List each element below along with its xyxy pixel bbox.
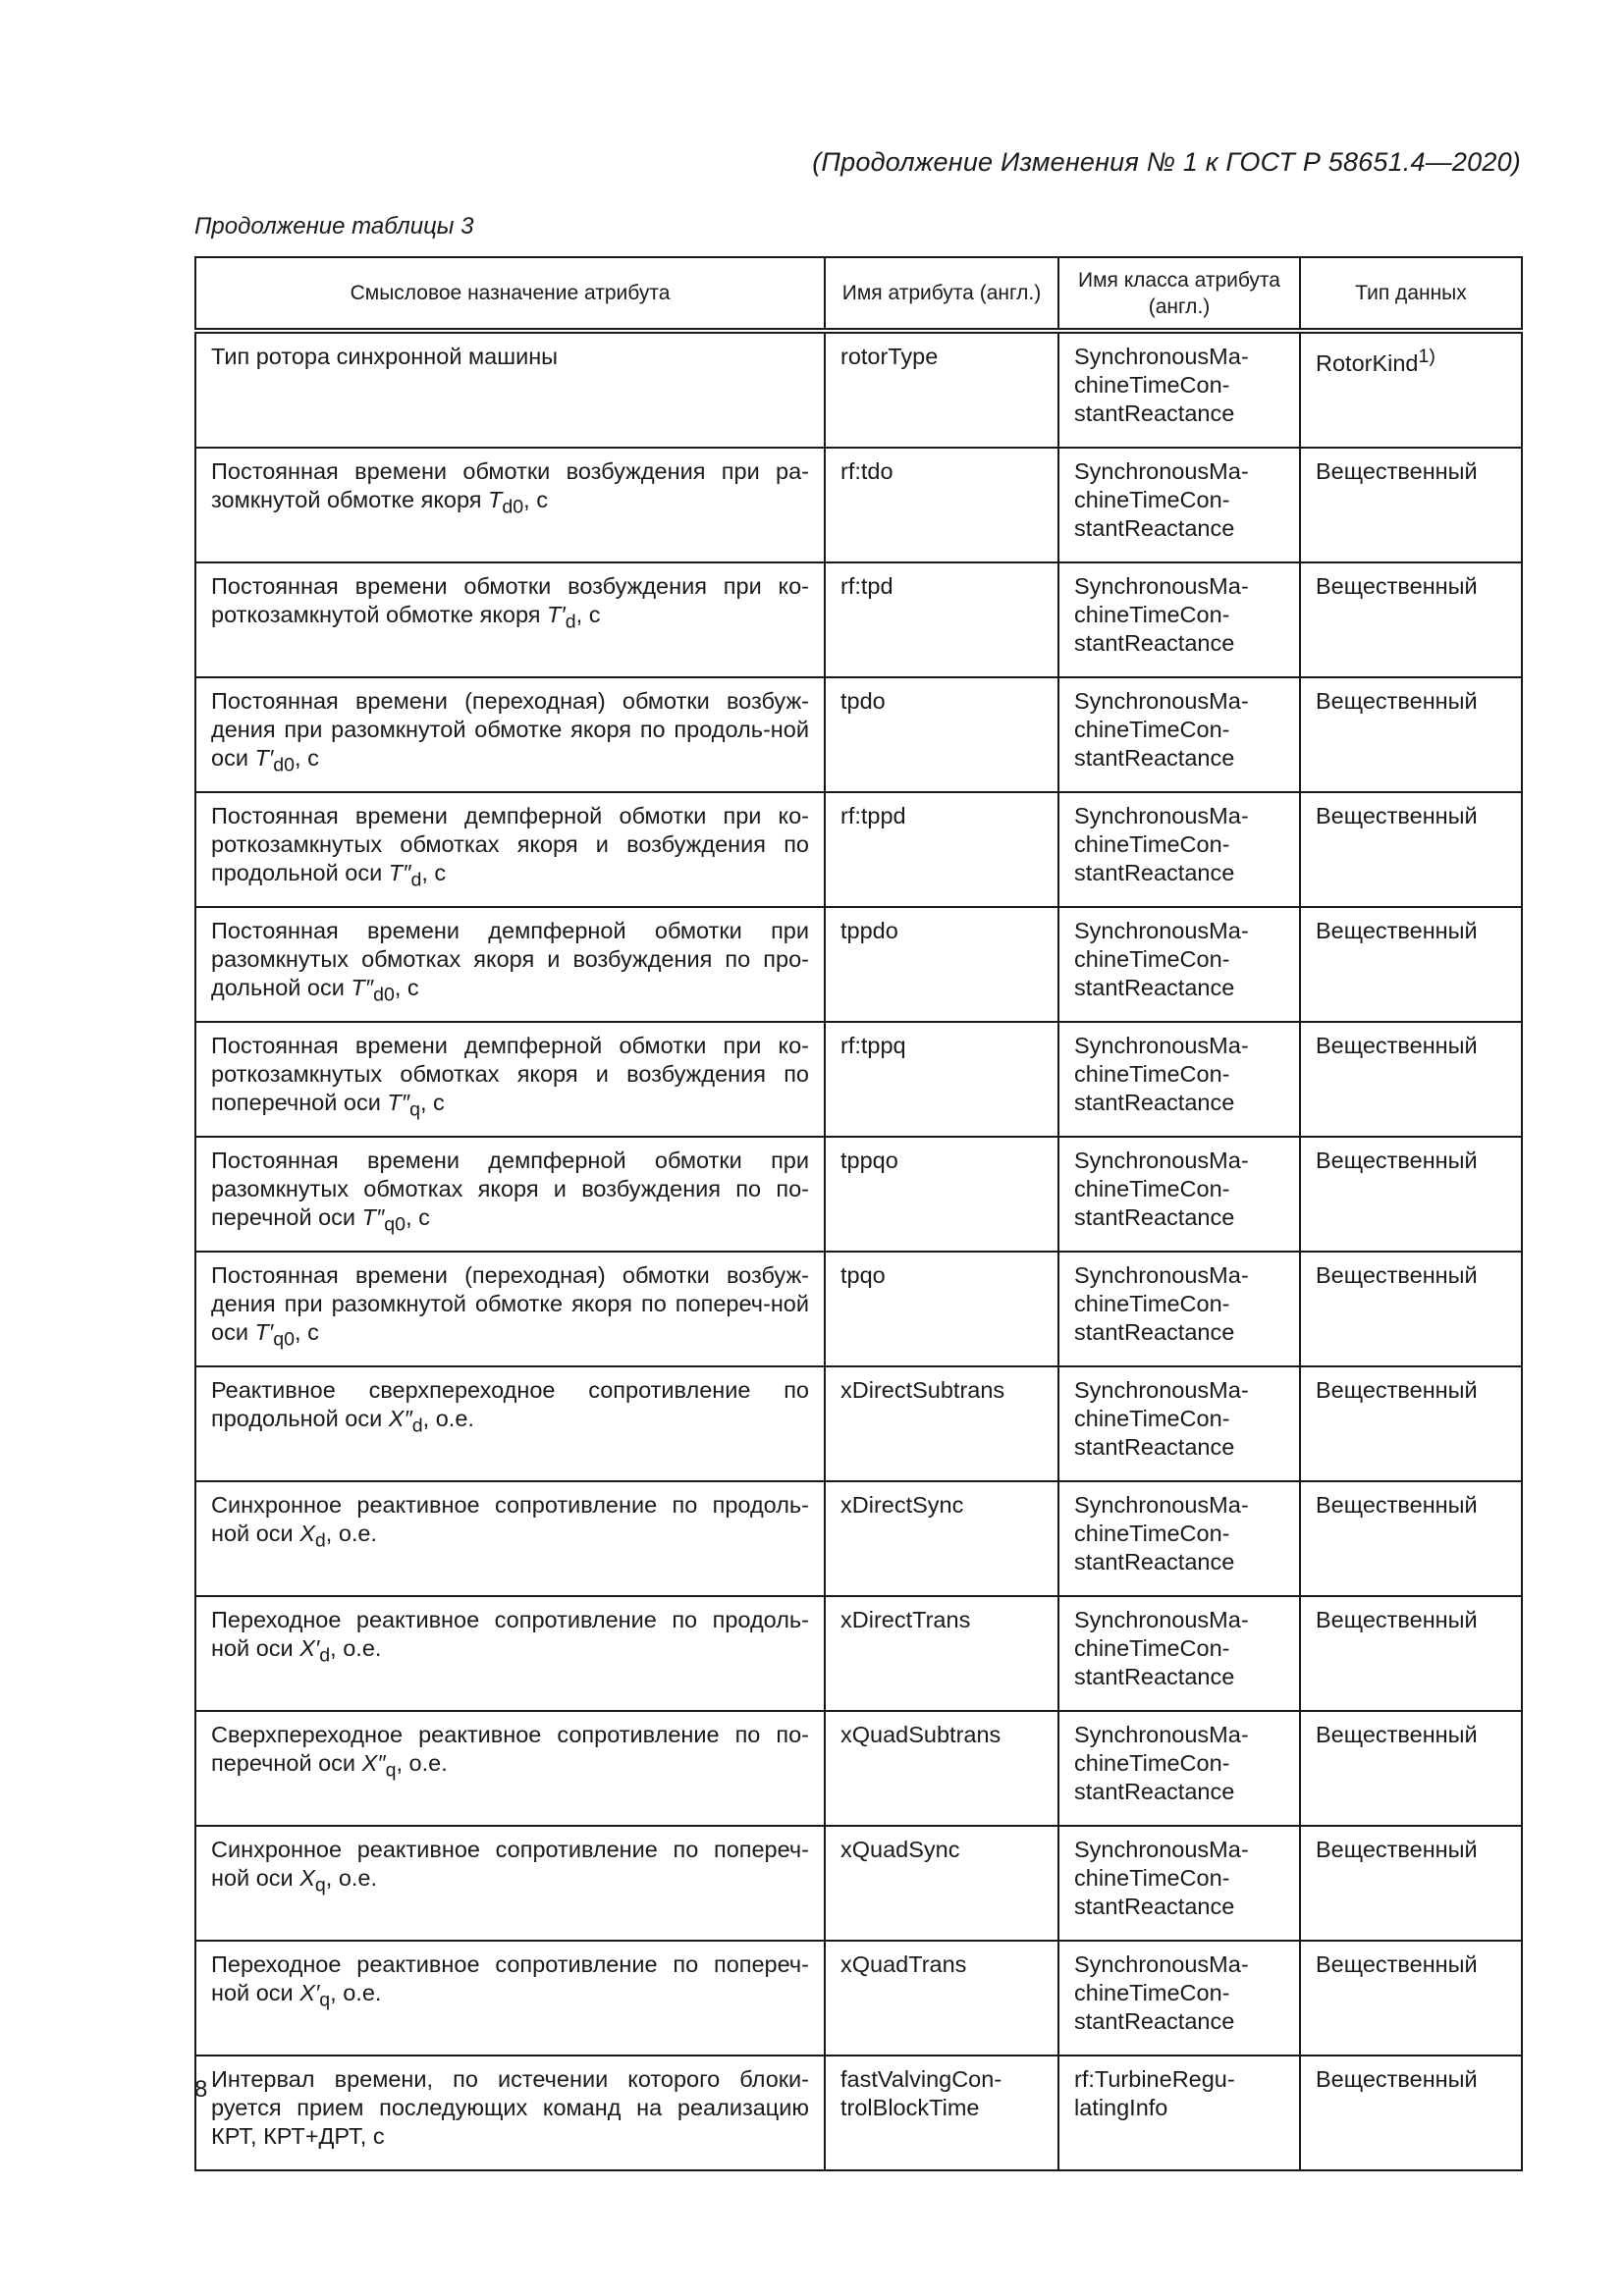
cell-description — [195, 907, 825, 1022]
cell-description — [195, 331, 825, 448]
cell-data-type — [1300, 2056, 1522, 2170]
cell-attribute-name: rf:tpd — [825, 562, 1058, 677]
symbol-subscript: q0 — [384, 1213, 406, 1236]
description-text: Реактивное сверхпереходное сопротивление по продольной оси — [211, 1377, 809, 1431]
data-type-text: Вещественный — [1316, 803, 1478, 828]
table-row — [195, 677, 1522, 792]
symbol-subscript: d — [565, 611, 576, 633]
description-text: Постоянная времени демпферной обмотки при разомкнутых обмотках якоря и возбуждения по по-перечной оси — [211, 1148, 809, 1230]
cell-attribute-name: xDirectSync — [825, 1481, 1058, 1596]
symbol: T′ — [547, 602, 566, 627]
symbol-subscript: q — [409, 1098, 420, 1121]
unit: , с — [295, 745, 319, 771]
cell-class-name: SynchronousMa- chineTimeCon- stantReactance — [1058, 907, 1300, 1022]
cell-class-name: rf:TurbineRegu- latingInfo — [1058, 2056, 1300, 2170]
description-text: Переходное реактивное сопротивление по попереч-ной оси — [211, 1951, 809, 2005]
data-type-text: Вещественный — [1316, 1148, 1478, 1173]
cell-attribute-name: xQuadTrans — [825, 1941, 1058, 2056]
unit: , о.е. — [330, 1980, 382, 2005]
cell-description — [195, 1711, 825, 1826]
description-text: Постоянная времени (переходная) обмотки возбуж-дения при разомкнутой обмотке якоря по продоль-ной оси — [211, 688, 809, 771]
cell-data-type — [1300, 1826, 1522, 1941]
table-row — [195, 2056, 1522, 2170]
symbol-subscript: d0 — [373, 984, 395, 1006]
cell-data-type — [1300, 677, 1522, 792]
column-header-purpose: Смысловое назначение атрибута — [195, 257, 825, 331]
description-text: Постоянная времени обмотки возбуждения при ко-роткозамкнутой обмотке якоря — [211, 573, 809, 627]
unit: , о.е. — [422, 1406, 474, 1431]
table-row — [195, 1826, 1522, 1941]
data-type-text: Вещественный — [1316, 1837, 1478, 1862]
table-row — [195, 448, 1522, 562]
table-header-row — [195, 257, 1522, 331]
table-row — [195, 1596, 1522, 1711]
table-row — [195, 1711, 1522, 1826]
description-text: Постоянная времени демпферной обмотки при ко-роткозамкнутых обмотках якоря и возбуждения по продольной оси — [211, 803, 809, 885]
description-text: Постоянная времени обмотки возбуждения при ра-зомкнутой обмотке якоря — [211, 458, 809, 512]
cell-attribute-name: rf:tppq — [825, 1022, 1058, 1137]
cell-attribute-name: xQuadSubtrans — [825, 1711, 1058, 1826]
table-row — [195, 331, 1522, 448]
cell-attribute-name: rf:tdo — [825, 448, 1058, 562]
cell-attribute-name: fastValvingCon- trolBlockTime — [825, 2056, 1058, 2170]
cell-attribute-name: rotorType — [825, 331, 1058, 448]
symbol-subscript: q — [319, 1989, 331, 2011]
data-type-text: Вещественный — [1316, 1951, 1478, 1977]
data-type-text: Вещественный — [1316, 2066, 1478, 2092]
cell-data-type — [1300, 1711, 1522, 1826]
symbol: X″ — [388, 1406, 412, 1431]
symbol: T′ — [254, 745, 274, 771]
unit: , с — [295, 1319, 319, 1345]
cell-description — [195, 1826, 825, 1941]
table-row — [195, 1137, 1522, 1252]
cell-class-name: SynchronousMa- chineTimeCon- stantReactance — [1058, 1022, 1300, 1137]
symbol: X′ — [299, 1635, 320, 1661]
cell-data-type — [1300, 907, 1522, 1022]
table-row — [195, 1022, 1522, 1137]
cell-class-name: SynchronousMa- chineTimeCon- stantReactance — [1058, 1137, 1300, 1252]
data-type-text: Вещественный — [1316, 1377, 1478, 1403]
cell-data-type — [1300, 1941, 1522, 2056]
description-text: Синхронное реактивное сопротивление по попереч-ной оси — [211, 1837, 809, 1891]
header-note: (Продолжение Изменения № 1 к ГОСТ Р 58651.4—2020) — [812, 147, 1521, 177]
symbol-subscript: q0 — [273, 1328, 296, 1351]
symbol-subscript: d — [314, 1529, 326, 1552]
cell-class-name: SynchronousMa- chineTimeCon- stantReactance — [1058, 677, 1300, 792]
data-type-text: RotorKind — [1316, 349, 1419, 376]
cell-description — [195, 1941, 825, 2056]
symbol: T″ — [351, 975, 374, 1000]
cell-class-name: SynchronousMa- chineTimeCon- stantReactance — [1058, 1481, 1300, 1596]
symbol: X — [299, 1521, 315, 1546]
description-text: Интервал времени, по истечении которого блоки-руется прием последующих команд на реализацию КРТ, КРТ+ДРТ, с — [211, 2066, 809, 2149]
symbol-subscript: d0 — [273, 754, 296, 776]
cell-attribute-name: tppqo — [825, 1137, 1058, 1252]
cell-attribute-name: xDirectTrans — [825, 1596, 1058, 1711]
cell-attribute-name: xDirectSubtrans — [825, 1366, 1058, 1481]
cell-class-name: SynchronousMa- chineTimeCon- stantReactance — [1058, 562, 1300, 677]
cell-data-type — [1300, 1022, 1522, 1137]
cell-class-name: SynchronousMa- chineTimeCon- stantReactance — [1058, 1252, 1300, 1366]
cell-attribute-name: xQuadSync — [825, 1826, 1058, 1941]
symbol: T″ — [387, 1090, 410, 1115]
unit: , с — [523, 487, 548, 512]
cell-class-name: SynchronousMa- chineTimeCon- stantReactance — [1058, 1366, 1300, 1481]
cell-data-type — [1300, 792, 1522, 907]
symbol: X′ — [299, 1980, 320, 2005]
description-text: Переходное реактивное сопротивление по продоль-ной оси — [211, 1607, 809, 1661]
cell-data-type — [1300, 448, 1522, 562]
table-row — [195, 1366, 1522, 1481]
description-text: Сверхпереходное реактивное сопротивление по по-перечной оси — [211, 1722, 809, 1776]
cell-attribute-name: tppdo — [825, 907, 1058, 1022]
cell-description — [195, 2056, 825, 2170]
data-type-text: Вещественный — [1316, 1607, 1478, 1632]
description-text: Тип ротора синхронной машины — [211, 344, 559, 369]
unit: , о.е. — [325, 1521, 378, 1546]
symbol-subscript: q — [385, 1759, 397, 1782]
symbol-subscript: q — [314, 1874, 326, 1896]
symbol: X — [299, 1865, 315, 1891]
data-type-text: Вещественный — [1316, 918, 1478, 943]
cell-data-type — [1300, 1481, 1522, 1596]
column-header-attribute-name: Имя атрибута (англ.) — [825, 257, 1058, 331]
cell-description — [195, 677, 825, 792]
data-type-text: Вещественный — [1316, 688, 1478, 714]
symbol: T′ — [254, 1319, 274, 1345]
symbol: X″ — [361, 1750, 386, 1776]
cell-description — [195, 1366, 825, 1481]
cell-data-type — [1300, 331, 1522, 448]
footnote-mark: 1) — [1418, 346, 1435, 367]
data-type-text: Вещественный — [1316, 458, 1478, 484]
table-row — [195, 792, 1522, 907]
table-row — [195, 562, 1522, 677]
description-text: Постоянная времени демпферной обмотки при разомкнутых обмотках якоря и возбуждения по про-дольной оси — [211, 918, 809, 1000]
attributes-table — [194, 256, 1523, 2171]
cell-class-name: SynchronousMa- chineTimeCon- stantReactance — [1058, 448, 1300, 562]
description-text: Синхронное реактивное сопротивление по продоль-ной оси — [211, 1492, 809, 1546]
symbol-subscript: d — [319, 1644, 331, 1667]
description-text: Постоянная времени демпферной обмотки при ко-роткозамкнутых обмотках якоря и возбуждения по поперечной оси — [211, 1033, 809, 1115]
cell-description — [195, 1022, 825, 1137]
table-caption: Продолжение таблицы 3 — [194, 213, 474, 240]
unit: , с — [406, 1204, 430, 1230]
symbol-subscript: d0 — [502, 496, 524, 518]
data-type-text: Вещественный — [1316, 1262, 1478, 1288]
cell-data-type — [1300, 1252, 1522, 1366]
symbol: T″ — [388, 860, 411, 885]
cell-class-name: SynchronousMa- chineTimeCon- stantReactance — [1058, 331, 1300, 448]
table-body — [195, 331, 1522, 2170]
cell-description — [195, 792, 825, 907]
table-row — [195, 1941, 1522, 2056]
cell-class-name: SynchronousMa- chineTimeCon- stantReactance — [1058, 1596, 1300, 1711]
data-type-text: Вещественный — [1316, 1722, 1478, 1747]
cell-description — [195, 1252, 825, 1366]
table-row — [195, 1252, 1522, 1366]
unit: , с — [419, 1090, 445, 1115]
cell-description — [195, 1481, 825, 1596]
cell-class-name: SynchronousMa- chineTimeCon- stantReactance — [1058, 1711, 1300, 1826]
symbol-subscript: d — [411, 1415, 423, 1437]
data-type-text: Вещественный — [1316, 1033, 1478, 1058]
table-row — [195, 907, 1522, 1022]
unit: , о.е. — [325, 1865, 378, 1891]
unit: , с — [575, 602, 601, 627]
unit: , о.е. — [396, 1750, 448, 1776]
unit: , с — [394, 975, 419, 1000]
data-type-text: Вещественный — [1316, 573, 1478, 599]
cell-class-name: SynchronousMa- chineTimeCon- stantReactance — [1058, 1941, 1300, 2056]
unit: , о.е. — [330, 1635, 382, 1661]
symbol-subscript: d — [410, 869, 422, 891]
symbol: T — [488, 487, 503, 512]
cell-attribute-name: tpqo — [825, 1252, 1058, 1366]
cell-description — [195, 448, 825, 562]
column-header-class-name: Имя класса атрибута (англ.) — [1058, 257, 1300, 331]
table-row — [195, 1481, 1522, 1596]
symbol: T″ — [361, 1204, 385, 1230]
unit: , с — [421, 860, 447, 885]
page-number: 8 — [194, 2076, 208, 2103]
cell-description — [195, 1137, 825, 1252]
cell-description — [195, 1596, 825, 1711]
description-text: Постоянная времени (переходная) обмотки возбуж-дения при разомкнутой обмотке якоря по попереч-ной оси — [211, 1262, 809, 1345]
cell-class-name: SynchronousMa- chineTimeCon- stantReactance — [1058, 1826, 1300, 1941]
column-header-data-type: Тип данных — [1300, 257, 1522, 331]
cell-attribute-name: tpdo — [825, 677, 1058, 792]
cell-description — [195, 562, 825, 677]
cell-data-type — [1300, 1137, 1522, 1252]
cell-data-type — [1300, 562, 1522, 677]
cell-data-type — [1300, 1596, 1522, 1711]
cell-data-type — [1300, 1366, 1522, 1481]
cell-attribute-name: rf:tppd — [825, 792, 1058, 907]
data-type-text: Вещественный — [1316, 1492, 1478, 1518]
cell-class-name: SynchronousMa- chineTimeCon- stantReactance — [1058, 792, 1300, 907]
